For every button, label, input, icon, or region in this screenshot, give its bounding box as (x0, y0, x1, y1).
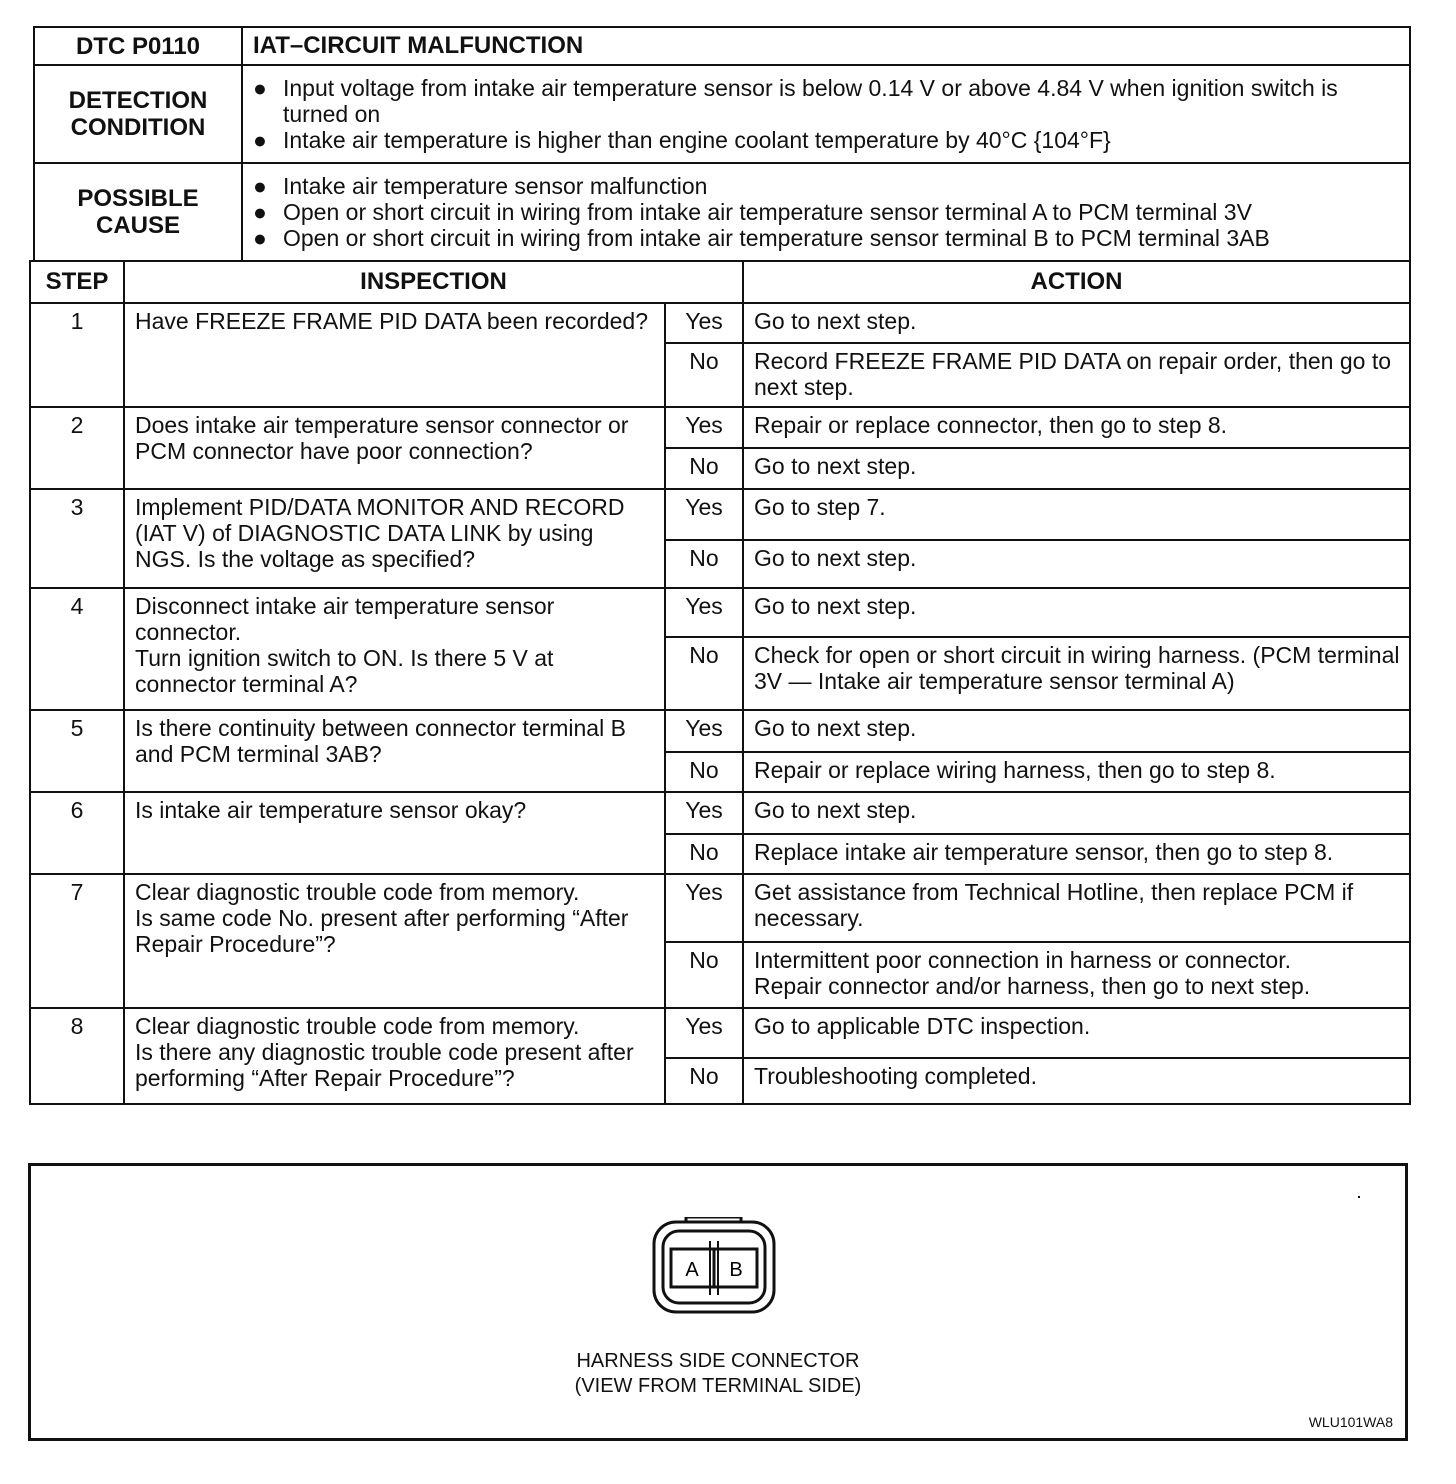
no-label: No (665, 540, 743, 588)
terminal-a-label: A (685, 1259, 699, 1281)
yes-label: Yes (665, 407, 743, 448)
bullet-icon: ● (253, 225, 267, 251)
no-action: Troubleshooting completed. (743, 1058, 1410, 1104)
bullet-icon: ● (253, 127, 267, 153)
cause-item: ● Open or short circuit in wiring from intake air temperature sensor terminal A to PCM terminal 3V (253, 199, 1252, 225)
no-label: No (665, 343, 743, 407)
yes-action: Go to next step. (743, 792, 1410, 834)
cause-item: ● Intake air temperature sensor malfunction (253, 173, 708, 199)
detection-condition-list (242, 65, 1410, 163)
caption-line: (VIEW FROM TERMINAL SIDE) (574, 1375, 862, 1397)
yes-action: Go to next step. (743, 588, 1410, 637)
terminal-b-label: B (729, 1259, 743, 1281)
table-row (30, 303, 1410, 343)
yes-action: Go to step 7. (743, 489, 1410, 540)
yes-action: Repair or replace connector, then go to step 8. (743, 407, 1410, 448)
yes-label: Yes (665, 792, 743, 834)
no-label: No (665, 834, 743, 874)
no-action: Repair or replace wiring harness, then go to step 8. (743, 752, 1410, 792)
step-number: 4 (30, 588, 124, 710)
yes-label: Yes (665, 303, 743, 343)
step-inspection: Does intake air temperature sensor connector or PCM connector have poor connection? (124, 407, 665, 489)
yes-label: Yes (665, 710, 743, 752)
connector-figure (28, 1163, 1408, 1441)
step-inspection: Disconnect intake air temperature sensor connector. Turn ignition switch to ON. Is there 5 V at connector terminal A? (124, 588, 665, 710)
no-action: Go to next step. (743, 448, 1410, 489)
table-row (30, 792, 1410, 834)
step-number: 6 (30, 792, 124, 874)
caption-line: HARNESS SIDE CONNECTOR (576, 1350, 860, 1372)
no-label: No (665, 448, 743, 489)
table-row (30, 407, 1410, 448)
no-label: No (665, 1058, 743, 1104)
table-row (30, 588, 1410, 637)
table-row (30, 710, 1410, 752)
step-number: 3 (30, 489, 124, 588)
no-action: Replace intake air temperature sensor, then go to step 8. (743, 834, 1410, 874)
no-label: No (665, 942, 743, 1008)
step-number: 7 (30, 874, 124, 1008)
step-number: 5 (30, 710, 124, 792)
yes-action: Go to applicable DTC inspection. (743, 1008, 1410, 1058)
figure-code: WLU101WA8 (1308, 1414, 1393, 1430)
connector-diagram (649, 1217, 779, 1317)
yes-label: Yes (665, 1008, 743, 1058)
no-action: Record FREEZE FRAME PID DATA on repair order, then go to next step. (743, 343, 1410, 407)
table-row (30, 489, 1410, 540)
speck-mark (1358, 1196, 1360, 1198)
yes-label: Yes (665, 874, 743, 942)
no-label: No (665, 752, 743, 792)
inspection-steps-table (29, 260, 1411, 1105)
yes-action: Go to next step. (743, 303, 1410, 343)
step-inspection: Is there continuity between connector terminal B and PCM terminal 3AB? (124, 710, 665, 792)
dtc-header-table (33, 26, 1411, 262)
bullet-icon: ● (253, 199, 267, 225)
detection-condition-label: DETECTION CONDITION (34, 65, 242, 163)
bullet-icon: ● (253, 75, 267, 101)
detection-item: ● Input voltage from intake air temperature sensor is below 0.14 V or above 4.84 V when ignition switch is turned on (253, 75, 1338, 127)
step-header: STEP (30, 261, 124, 303)
yes-label: Yes (665, 588, 743, 637)
step-number: 2 (30, 407, 124, 489)
table-row (30, 1008, 1410, 1058)
connector-caption (31, 1349, 1405, 1399)
yes-action: Go to next step. (743, 710, 1410, 752)
step-inspection: Implement PID/DATA MONITOR AND RECORD (IAT V) of DIAGNOSTIC DATA LINK by using NGS. Is the voltage as specified? (124, 489, 665, 588)
yes-action: Get assistance from Technical Hotline, then replace PCM if necessary. (743, 874, 1410, 942)
step-number: 1 (30, 303, 124, 407)
no-label: No (665, 637, 743, 710)
step-number: 8 (30, 1008, 124, 1104)
no-action: Go to next step. (743, 540, 1410, 588)
step-inspection: Is intake air temperature sensor okay? (124, 792, 665, 874)
possible-cause-label: POSSIBLE CAUSE (34, 163, 242, 261)
yes-label: Yes (665, 489, 743, 540)
step-inspection: Clear diagnostic trouble code from memory. Is same code No. present after performing “After Repair Procedure”? (124, 874, 665, 1008)
cause-item: ● Open or short circuit in wiring from intake air temperature sensor terminal B to PCM terminal 3AB (253, 225, 1270, 251)
no-action: Check for open or short circuit in wiring harness. (PCM terminal 3V — Intake air temperature sensor terminal A) (743, 637, 1410, 710)
no-action: Intermittent poor connection in harness or connector. Repair connector and/or harness, then go to next step. (743, 942, 1410, 1008)
bullet-icon: ● (253, 173, 267, 199)
dtc-code: DTC P0110 (34, 27, 242, 65)
step-inspection: Clear diagnostic trouble code from memory. Is there any diagnostic trouble code present after performing “After Repair Procedure”? (124, 1008, 665, 1104)
possible-cause-list (242, 163, 1410, 261)
action-header: ACTION (743, 261, 1410, 303)
dtc-title: IAT–CIRCUIT MALFUNCTION (242, 27, 1410, 65)
step-inspection: Have FREEZE FRAME PID DATA been recorded? (124, 303, 665, 407)
detection-item: ● Intake air temperature is higher than engine coolant temperature by 40°C {104°F} (253, 127, 1111, 153)
table-row (30, 874, 1410, 942)
inspection-header: INSPECTION (124, 261, 743, 303)
